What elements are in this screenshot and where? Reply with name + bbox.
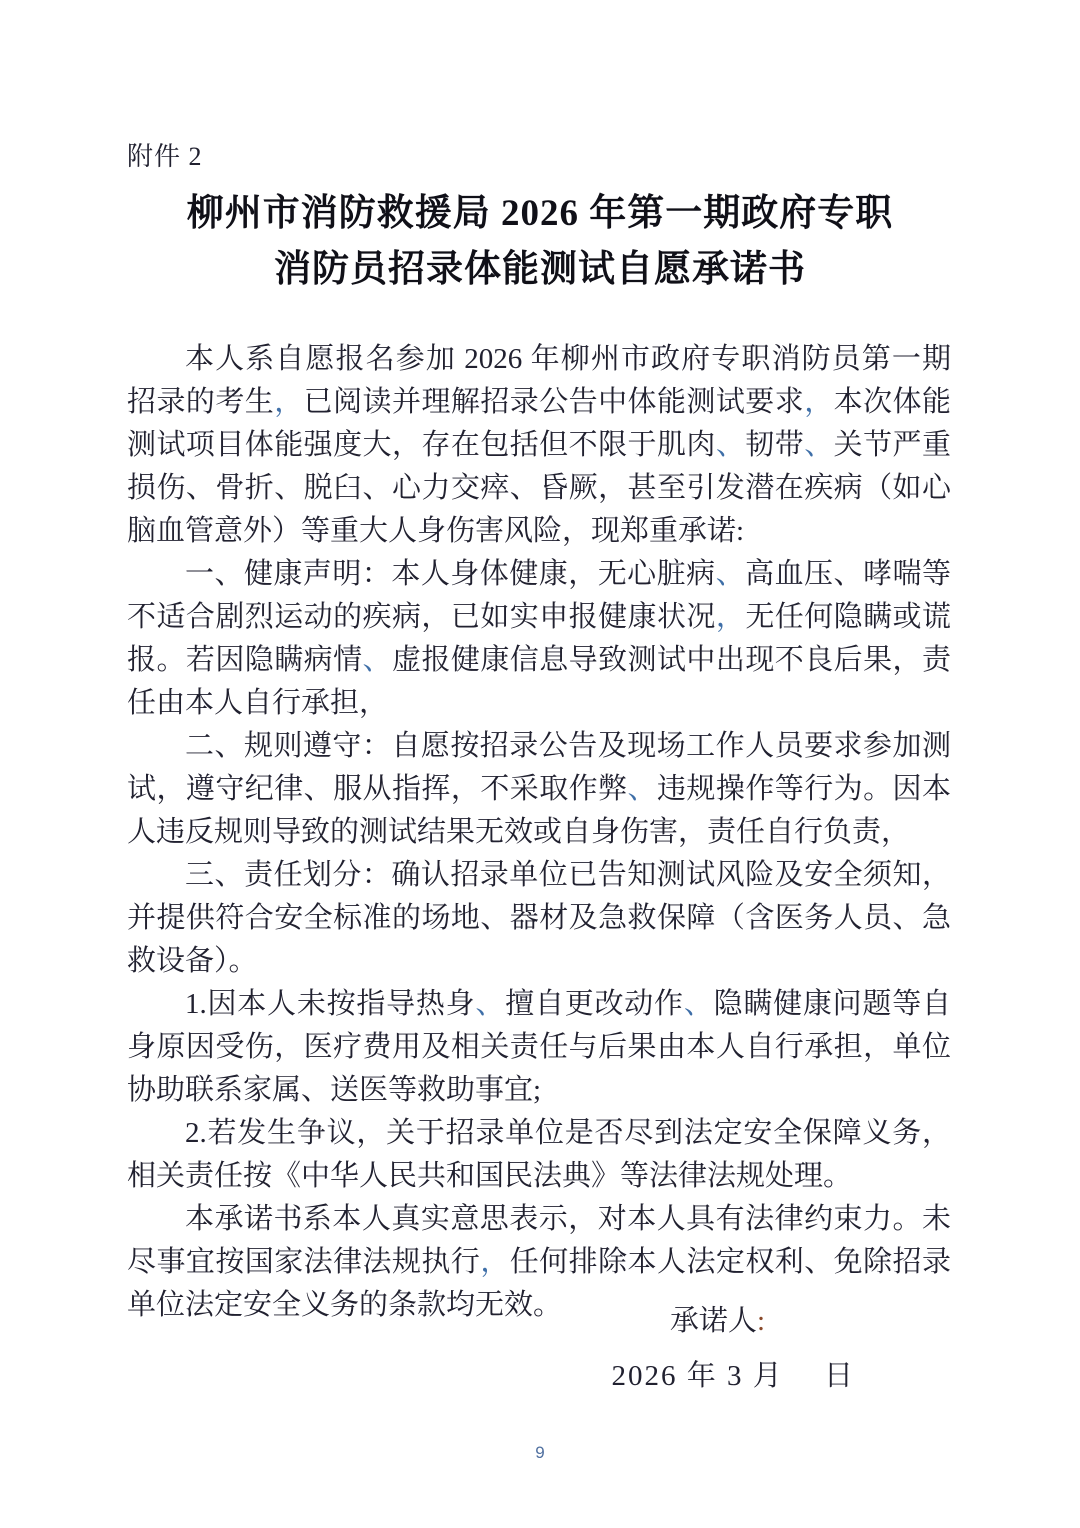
title-line-1: 柳州市消防救援局 2026 年第一期政府专职	[186, 193, 894, 234]
paragraph-responsibility-division: 三、责任划分：确认招录单位已告知测试风险及安全须知，并提供符合安全标准的场地、器材及急救保障（含医务人员、急救设备）。	[127, 859, 951, 977]
signer-line: 承诺人:	[669, 1305, 765, 1337]
document-body	[127, 338, 951, 1327]
document-title	[0, 186, 1080, 298]
page-number: 9	[535, 1443, 545, 1462]
attachment-label: 附件 2	[127, 142, 203, 171]
paragraph-closing: 本承诺书系本人真实意思表示，对本人具有法律约束力。未尽事宜按国家法律法规执行，任何排除本人法定权利、免除招录单位法定安全义务的条款均无效。	[127, 1203, 951, 1321]
title-line-2: 消防员招录体能测试自愿承诺书	[274, 249, 806, 290]
paragraph-health-declaration: 一、健康声明：本人身体健康，无心脏病、高血压、哮喘等不适合剧烈运动的疾病，已如实申报健康状况，无任何隐瞒或谎报。若因隐瞒病情、虚报健康信息导致测试中出现不良后果，责任由本人自行承担，	[127, 558, 951, 719]
paragraph-item-1: 1.因本人未按指导热身、擅自更改动作、隐瞒健康问题等自身原因受伤，医疗费用及相关责任与后果由本人自行承担，单位协助联系家属、送医等救助事宜;	[127, 988, 951, 1106]
paragraph-intro: 本人系自愿报名参加 2026 年柳州市政府专职消防员第一期招录的考生，已阅读并理解招录公告中体能测试要求，本次体能测试项目体能强度大，存在包括但不限于肌肉、韧带、关节严重损伤、骨折、脱臼、心力交瘁、昏厥，甚至引发潜在疾病（如心脑血管意外）等重大人身伤害风险，现郑重承诺:	[127, 343, 951, 547]
date-line: 2026 年 3 月 日	[611, 1360, 855, 1392]
paragraph-rule-compliance: 二、规则遵守：自愿按招录公告及现场工作人员要求参加测试，遵守纪律、服从指挥，不采取作弊、违规操作等行为。因本人违反规则导致的测试结果无效或自身伤害，责任自行负责，	[127, 730, 951, 848]
paragraph-item-2: 2.若发生争议，关于招录单位是否尽到法定安全保障义务，相关责任按《中华人民共和国民法典》等法律法规处理。	[127, 1117, 951, 1192]
signature-block	[611, 1300, 950, 1398]
